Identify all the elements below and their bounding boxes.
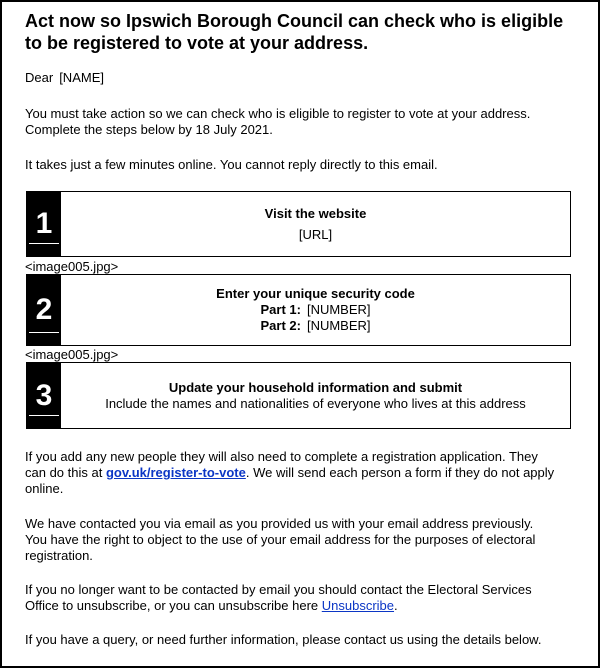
new-people-paragraph — [25, 449, 575, 497]
image-placeholder-2: <image005.jpg> — [25, 347, 119, 362]
intro-line-1: You must take action so we can check who is eligible to register to vote at your address. — [25, 106, 531, 121]
image-placeholder-1: <image005.jpg> — [25, 259, 119, 274]
query-paragraph: If you have a query, or need further information, please contact us using the details below. — [25, 632, 542, 647]
step-2-number-badge — [27, 275, 61, 345]
unsubscribe-link[interactable]: Unsubscribe — [321, 598, 395, 613]
step-2-underline — [29, 332, 59, 333]
step-1-number: 1 — [35, 207, 53, 240]
step-1-number-badge — [27, 192, 61, 256]
unsubscribe-line-1: If you no longer want to be contacted by email you should contact the Electoral Services — [25, 582, 532, 597]
step-2-part-2 — [61, 318, 570, 334]
new-people-line-1: If you add any new people they will also need to complete a registration application. They — [25, 449, 538, 464]
new-people-line-2-end: . We will send each person a form if they do not apply — [245, 465, 555, 480]
step-2-number: 2 — [35, 293, 53, 326]
intro-line-2: Complete the steps below by 18 July 2021. — [25, 122, 273, 137]
step-3-number: 3 — [35, 378, 53, 412]
step-1-content — [61, 192, 570, 256]
email-notice-line-3: registration. — [25, 548, 93, 563]
online-note: It takes just a few minutes online. You cannot reply directly to this email. — [25, 157, 438, 172]
register-to-vote-link[interactable]: gov.uk/register-to-vote — [105, 465, 246, 480]
step-3-box — [26, 362, 571, 429]
intro-paragraph — [25, 106, 575, 138]
step-2-title: Enter your unique security code — [216, 286, 415, 301]
part-1-label: Part 1: — [260, 302, 301, 317]
step-1-title: Visit the website — [264, 205, 367, 221]
email-notice-line-2: You have the right to object to the use of your email address for the purposes of electoral — [25, 532, 536, 547]
step-1-url-placeholder: [URL] — [298, 226, 333, 242]
step-3-number-badge — [27, 363, 61, 428]
unsubscribe-line-2-start: Office to unsubscribe, or you can unsubscribe here — [25, 598, 322, 613]
unsubscribe-paragraph — [25, 582, 575, 614]
email-notice-line-1: We have contacted you via email as you provided us with your email address previously. — [25, 516, 534, 531]
part-2-label: Part 2: — [260, 318, 301, 333]
name-placeholder: [NAME] — [59, 70, 104, 85]
step-3-title: Update your household information and submit — [168, 379, 463, 395]
step-2-box — [26, 274, 571, 346]
new-people-line-3: online. — [25, 481, 64, 496]
step-2-content — [61, 275, 570, 345]
unsubscribe-line-2-end: . — [394, 598, 398, 613]
step-1-underline — [29, 243, 59, 244]
new-people-line-2-start: can do this at — [25, 465, 106, 480]
salutation: Dear — [25, 70, 54, 85]
email-notice-paragraph — [25, 516, 575, 564]
step-3-underline — [29, 415, 59, 416]
step-3-content — [61, 363, 570, 428]
greeting — [25, 70, 575, 86]
step-1-box — [26, 191, 571, 257]
part-2-value: [NUMBER] — [306, 318, 371, 333]
step-3-detail: Include the names and nationalities of everyone who lives at this address — [105, 395, 526, 411]
part-1-value: [NUMBER] — [306, 302, 371, 317]
email-title: Act now so Ipswich Borough Council can check who is eligible to be registered to vote at your address. — [25, 11, 564, 53]
step-2-part-1 — [61, 302, 570, 318]
